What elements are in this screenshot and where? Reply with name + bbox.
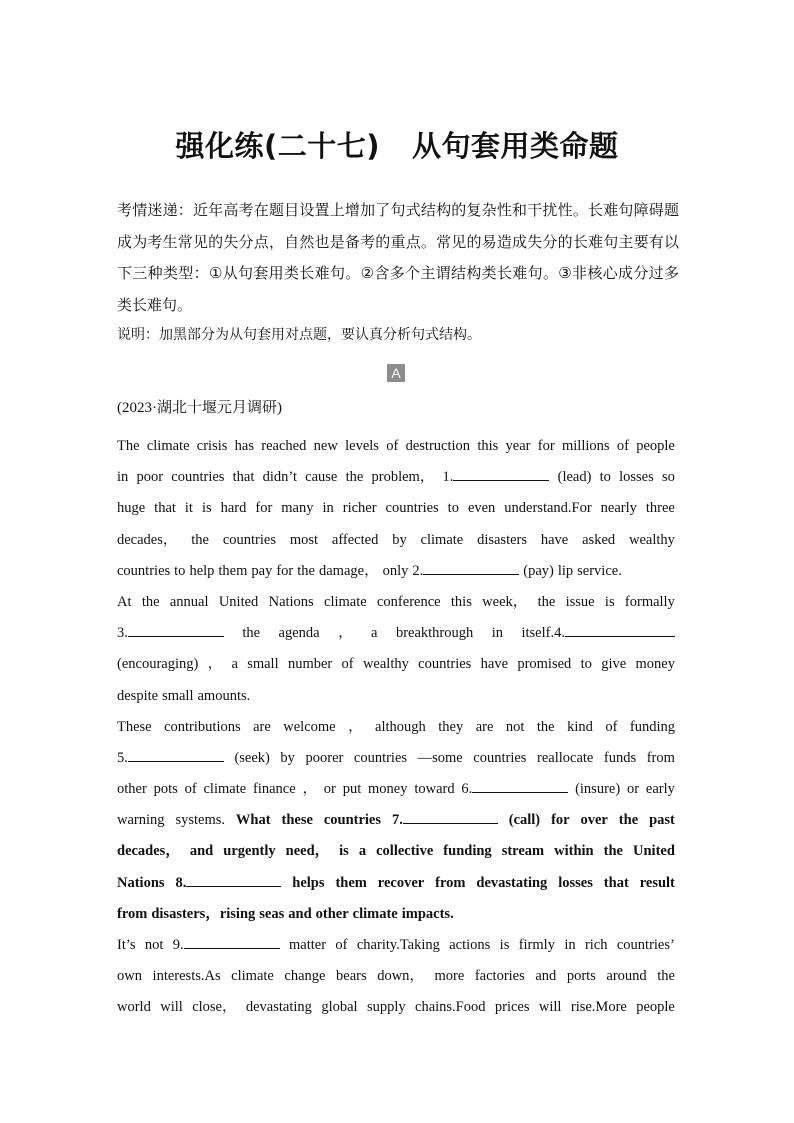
passage-word: countries <box>353 749 408 766</box>
passage-word: breakthrough <box>395 625 474 642</box>
passage-word: have <box>480 656 509 673</box>
passage-word: collective <box>376 843 434 860</box>
passage-word: the <box>191 531 209 548</box>
passage-word: nearly <box>600 500 637 517</box>
passage-word: huge <box>117 500 146 517</box>
passage-word: and <box>288 905 312 922</box>
passage-line <box>117 431 675 462</box>
passage-word: understand.For <box>504 500 592 517</box>
passage-word: the <box>141 593 160 610</box>
passage-word: the <box>536 718 555 735</box>
passage-word: help <box>189 562 215 579</box>
passage-word: kind <box>567 718 593 735</box>
passage-line <box>117 743 675 774</box>
passage-word: annual <box>169 593 209 610</box>
passage-word: pay <box>251 562 273 579</box>
passage-word: are <box>475 718 494 735</box>
passage-word: change <box>284 968 326 985</box>
passage-word: climate <box>146 438 190 454</box>
passage-word: agenda <box>278 625 320 642</box>
passage-word: past <box>649 812 675 829</box>
passage-word: from <box>646 749 675 766</box>
passage-word: although <box>375 718 426 735</box>
passage-word: countries <box>418 656 472 673</box>
passage-word: are <box>253 718 271 735</box>
passage-line <box>117 587 675 618</box>
passage-word: Nations <box>268 593 314 610</box>
passage-word: and <box>189 843 214 860</box>
passage-word: money <box>635 656 675 673</box>
passage-line <box>117 462 675 493</box>
passage-word: many <box>281 500 314 517</box>
cloze-passage <box>117 431 675 1024</box>
passage-word: that <box>154 500 176 517</box>
passage-word: of <box>184 781 197 798</box>
passage-line <box>117 649 675 680</box>
passage-word: destruction <box>405 438 471 454</box>
passage-word: countries <box>171 469 225 486</box>
passage-word: other <box>117 781 147 798</box>
passage-word: supply <box>366 999 406 1016</box>
passage-word: Nations <box>117 874 165 891</box>
passage-word: warning <box>117 812 165 829</box>
passage-word: global <box>321 999 358 1016</box>
answer-blank[interactable] <box>565 635 675 637</box>
passage-word: prices <box>494 999 530 1016</box>
passage-word: problem， <box>371 469 435 486</box>
passage-line <box>117 868 675 899</box>
passage-word: climate <box>420 531 464 548</box>
passage-word: What <box>235 812 271 829</box>
passage-word: (pay) <box>523 562 554 579</box>
passage-line <box>117 805 675 836</box>
passage-word: formally <box>624 593 675 610</box>
passage-word: the <box>603 843 623 860</box>
passage-word: them <box>335 874 367 891</box>
passage-word: week， <box>482 593 528 610</box>
passage-word: (encouraging) <box>117 656 199 673</box>
passage-word: other <box>315 905 349 922</box>
passage-word: contributions <box>164 718 241 735</box>
blank-number: itself.4. <box>521 625 565 642</box>
passage-word: countries <box>385 500 439 517</box>
answer-blank[interactable] <box>186 885 281 887</box>
passage-word: have <box>540 531 569 548</box>
passage-word: a <box>231 656 238 673</box>
passage-word: of <box>386 438 399 454</box>
passage-word: devastating <box>476 874 548 891</box>
passage-word: climate <box>324 593 367 610</box>
passage-word: (call) <box>508 812 541 829</box>
passage-word: These <box>117 718 152 735</box>
passage-word: that <box>232 469 255 486</box>
passage-word: them <box>218 562 248 579</box>
passage-word: of <box>335 937 348 953</box>
passage-word: a <box>371 625 378 642</box>
passage-word: decades， <box>117 843 180 860</box>
passage-word: funding <box>629 718 675 735</box>
passage-word: ， <box>207 656 223 673</box>
passage-word: by <box>280 749 295 766</box>
passage-word: countries <box>473 749 527 766</box>
passage-word: they <box>438 718 464 735</box>
passage-word: give <box>601 656 627 673</box>
blank-number: 3. <box>117 625 128 642</box>
passage-word: toward <box>414 781 455 798</box>
passage-word: cause <box>305 469 338 486</box>
passage-word: richer <box>342 500 377 517</box>
passage-word: affected <box>331 531 379 548</box>
passage-source: (2023·湖北十堰元月调研) <box>117 400 282 416</box>
blank-number: 6. <box>461 781 473 798</box>
passage-word: crisis <box>196 438 228 454</box>
passage-word: these <box>281 812 313 829</box>
passage-word: will <box>538 999 562 1016</box>
passage-line <box>117 836 675 867</box>
passage-word: It’s <box>117 937 136 953</box>
passage-word: to <box>580 656 592 673</box>
passage-word: within <box>554 843 594 860</box>
passage-word: over <box>580 812 608 829</box>
passage-word: that <box>603 874 629 891</box>
passage-word: hard <box>220 500 247 517</box>
passage-word: this <box>450 593 472 610</box>
title-sub: 从句套用类命题 <box>412 129 619 163</box>
passage-word: people <box>636 999 675 1016</box>
passage-word: seas <box>259 905 285 922</box>
passage-word: damage， <box>318 562 379 579</box>
passage-word: put <box>342 781 362 798</box>
passage-word: chains.Food <box>415 999 486 1016</box>
passage-word: welcome <box>283 718 336 735</box>
blank-number: 8. <box>175 874 187 891</box>
passage-word: reallocate <box>537 749 594 766</box>
answer-blank[interactable] <box>423 573 519 575</box>
passage-word: United <box>633 843 675 860</box>
passage-word: devastating <box>245 999 312 1016</box>
passage-line <box>117 493 675 524</box>
passage-line <box>117 899 675 930</box>
blank-number: 7. <box>391 812 403 829</box>
passage-word: amounts. <box>197 687 251 704</box>
passage-word: money <box>368 781 408 798</box>
passage-word: down， <box>377 968 424 985</box>
passage-word: will <box>160 999 183 1016</box>
passage-word: levels <box>345 438 379 454</box>
passage-line <box>117 992 675 1023</box>
answer-blank[interactable] <box>403 822 498 824</box>
passage-word: for <box>276 562 294 579</box>
passage-word: for <box>551 812 570 829</box>
passage-word: matter <box>289 937 327 953</box>
passage-word: pots <box>153 781 178 798</box>
passage-word: issue <box>565 593 595 610</box>
passage-word: for <box>255 500 273 517</box>
passage-word: promised <box>517 656 572 673</box>
passage-word: poorer <box>305 749 344 766</box>
passage-line <box>117 930 675 961</box>
passage-word: factories <box>474 968 525 985</box>
passage-word: world <box>117 999 151 1016</box>
passage-line <box>117 961 675 992</box>
passage-word: funds <box>603 749 637 766</box>
passage-word: close， <box>192 999 237 1016</box>
passage-word: is <box>339 843 349 860</box>
passage-word: disasters，rising <box>151 905 256 922</box>
passage-word: not <box>505 718 525 735</box>
passage-word: is <box>201 500 212 517</box>
page-title <box>0 124 794 165</box>
passage-word: it <box>184 500 193 517</box>
passage-word: from <box>117 905 148 922</box>
answer-blank[interactable] <box>453 479 549 481</box>
passage-word: ports <box>566 968 596 985</box>
passage-word: in <box>491 625 503 642</box>
passage-word: of <box>616 438 629 454</box>
passage-word: despite <box>117 687 159 704</box>
answer-blank[interactable] <box>472 791 568 793</box>
passage-word: the <box>657 968 675 985</box>
passage-word: to <box>447 500 459 517</box>
passage-word: a <box>358 843 367 860</box>
passage-word: At <box>117 593 132 610</box>
passage-word: conference <box>377 593 441 610</box>
passage-word: for <box>537 438 555 454</box>
passage-word: people <box>636 438 675 454</box>
passage-line <box>117 525 675 556</box>
passage-word: didn’t <box>262 469 297 486</box>
intro-paragraph: 考情迷递：近年高考在题目设置上增加了句式结构的复杂性和干扰性。长难句障碍题成为考生常见的失分点，自然也是备考的重点。常见的易造成失分的长难句主要有以下三种类型：①从句套用类长难句。②含多个主谓结构类长难句。③非核心成分过多类长难句。 <box>117 201 679 314</box>
passage-word: actions <box>449 937 491 953</box>
passage-word: finance <box>252 781 296 798</box>
passage-word: climate <box>203 781 247 798</box>
answer-blank[interactable] <box>128 635 224 637</box>
passage-word: wealthy <box>362 656 409 673</box>
passage-word: climate <box>352 905 398 922</box>
passage-word: helps <box>292 874 325 891</box>
passage-word: countries <box>117 562 171 579</box>
passage-word: need， <box>285 843 330 860</box>
passage-word: reached <box>261 438 307 454</box>
passage-word: wealthy <box>628 531 675 548</box>
passage-word: so <box>661 469 675 486</box>
passage-word: result <box>639 874 675 891</box>
passage-word: small <box>247 656 279 673</box>
passage-word: ， <box>302 781 317 798</box>
passage-word: three <box>645 500 675 517</box>
passage-word: around <box>606 968 647 985</box>
passage-word: interests.As <box>152 968 221 985</box>
passage-word: losses <box>619 469 654 486</box>
passage-word: asked <box>582 531 616 548</box>
passage-word: ， <box>348 718 363 735</box>
passage-word: recover <box>377 874 425 891</box>
blank-number: 5. <box>117 749 128 766</box>
instruction-note: 说明：加黑部分为从句套用对点题，要认真分析句式结构。 <box>117 327 481 343</box>
passage-word: losses <box>558 874 593 891</box>
passage-word: by <box>392 531 407 548</box>
passage-word: only <box>382 562 409 579</box>
passage-word: countries <box>323 812 382 829</box>
passage-line <box>117 556 675 587</box>
passage-word: stream <box>501 843 545 860</box>
passage-word: The <box>117 438 140 454</box>
passage-word: early <box>645 781 675 798</box>
passage-word: is <box>604 593 615 610</box>
passage-word: the <box>345 469 364 486</box>
passage-word: to <box>174 562 186 579</box>
passage-word: the <box>297 562 315 579</box>
passage-word: (insure) <box>575 781 621 798</box>
passage-word: systems. <box>175 812 225 829</box>
passage-word: firmly <box>518 937 555 953</box>
passage-line <box>117 618 675 649</box>
passage-word: own <box>117 968 142 985</box>
passage-word: more <box>434 968 465 985</box>
passage-word: or <box>626 781 640 798</box>
passage-word: climate <box>231 968 274 985</box>
blank-number: 2. <box>412 562 424 579</box>
passage-word: and <box>535 968 557 985</box>
passage-line <box>117 712 675 743</box>
blank-number: 9. <box>172 937 184 953</box>
passage-word: service. <box>577 562 622 579</box>
passage-word: number <box>287 656 333 673</box>
passage-word: rich <box>584 937 608 953</box>
passage-word: impacts. <box>401 905 454 922</box>
passage-word: the <box>242 625 261 642</box>
passage-word: poor <box>136 469 164 486</box>
passage-word: bears <box>336 968 367 985</box>
answer-blank[interactable] <box>184 947 280 949</box>
passage-word: ， <box>338 625 353 642</box>
passage-word: in <box>564 937 576 953</box>
passage-word: this <box>477 438 499 454</box>
section-badge: A <box>387 364 405 382</box>
passage-word: most <box>289 531 319 548</box>
passage-word: the <box>537 593 556 610</box>
passage-word: the <box>618 812 639 829</box>
passage-word: disasters <box>477 531 528 548</box>
passage-word: not <box>144 937 164 953</box>
passage-word: from <box>435 874 466 891</box>
passage-word: decades， <box>117 531 178 548</box>
passage-line <box>117 681 675 712</box>
passage-word: (seek) <box>234 749 270 766</box>
passage-word: or <box>323 781 336 798</box>
passage-word: has <box>234 438 255 454</box>
passage-word: is <box>499 937 510 953</box>
passage-word: new <box>313 438 338 454</box>
passage-word: year <box>505 438 531 454</box>
blank-number: 1. <box>442 469 454 486</box>
passage-word: —some <box>417 749 463 766</box>
passage-word: countries <box>222 531 276 548</box>
passage-word: (lead) <box>557 469 592 486</box>
passage-word: urgently <box>223 843 276 860</box>
passage-word: to <box>599 469 611 486</box>
passage-word: United <box>218 593 259 610</box>
title-main: 强化练(二十七) <box>175 129 380 163</box>
passage-word: countries’ <box>616 937 675 953</box>
passage-word: in <box>322 500 334 517</box>
passage-word: of <box>605 718 618 735</box>
passage-word: millions <box>561 438 610 454</box>
passage-line <box>117 774 675 805</box>
passage-word: funding <box>443 843 492 860</box>
passage-word: rise.More <box>570 999 627 1016</box>
passage-word: in <box>117 469 129 486</box>
passage-word: charity.Taking <box>356 937 440 953</box>
passage-word: lip <box>557 562 574 579</box>
passage-word: even <box>467 500 496 517</box>
answer-blank[interactable] <box>128 760 224 762</box>
passage-word: of <box>341 656 354 673</box>
passage-word: small <box>162 687 194 704</box>
